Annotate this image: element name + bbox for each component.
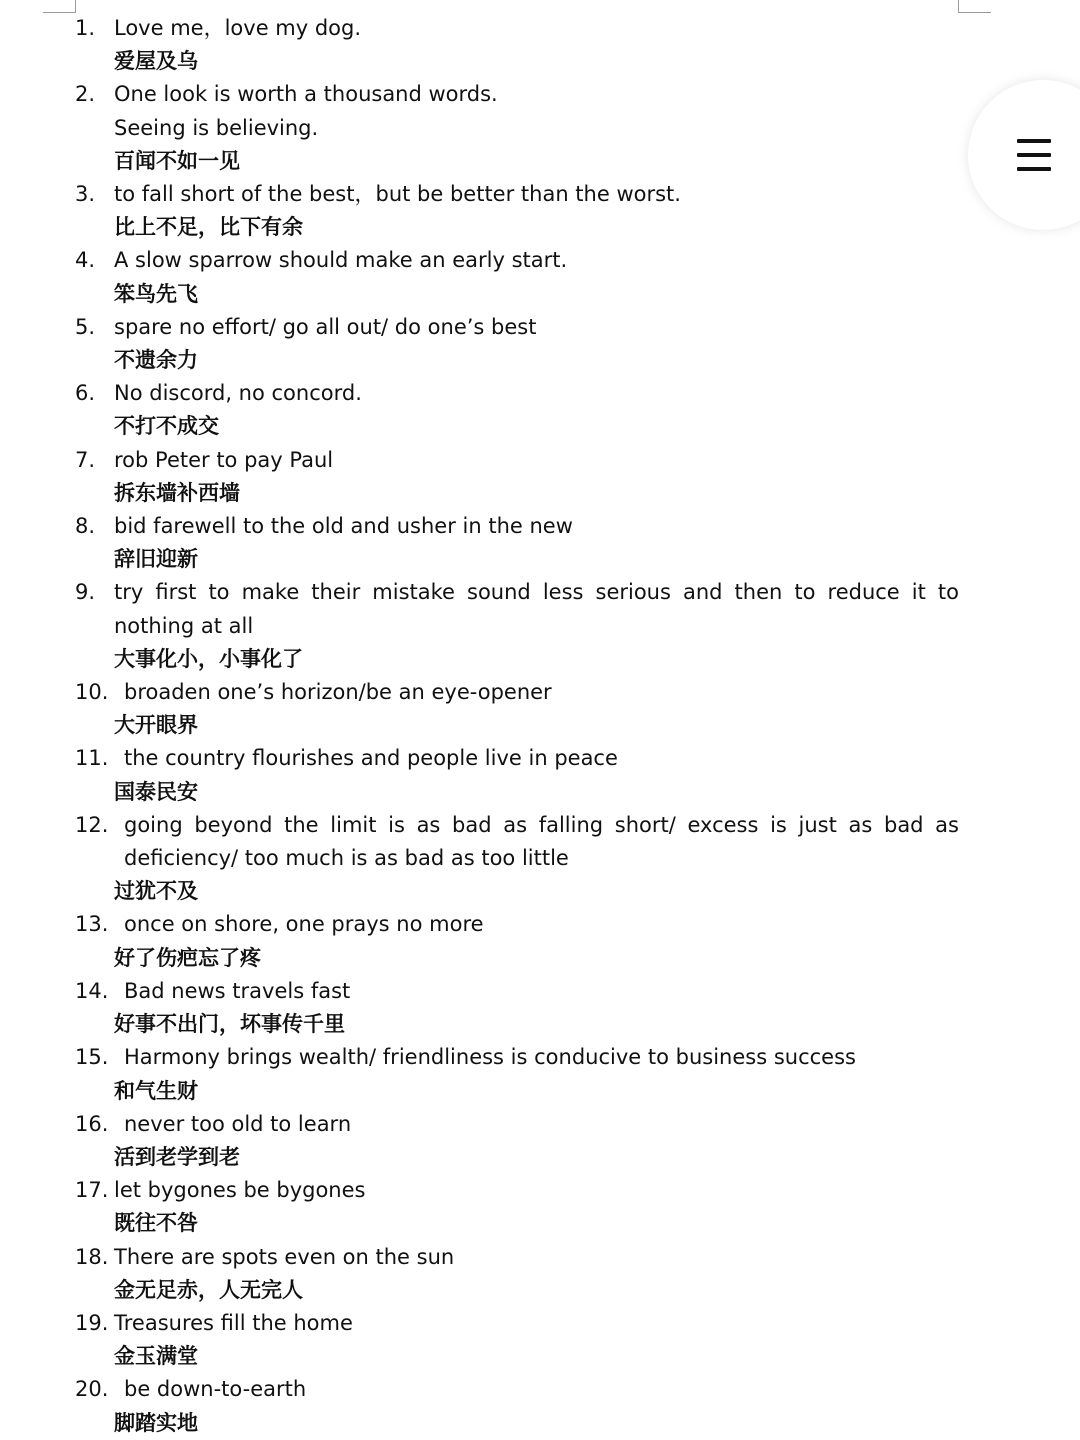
chinese-idiom: 爱屋及乌 (114, 49, 198, 74)
item-number: 19. (75, 1310, 109, 1335)
english-phrase: There are spots even on the sun (114, 1244, 455, 1269)
item-number: 17. (75, 1178, 109, 1203)
chinese-idiom: 好事不出门，坏事传千里 (114, 1012, 345, 1037)
item-number: 8. (75, 514, 96, 539)
english-phrase: once on shore, one prays no more (124, 912, 484, 937)
item-number: 5. (75, 314, 96, 339)
english-phrase: let bygones be bygones (114, 1178, 366, 1203)
item-number: 3. (75, 182, 96, 207)
item-number: 14. (75, 978, 109, 1003)
idiom-item (75, 742, 959, 808)
chinese-idiom: 不打不成交 (114, 414, 219, 439)
idiom-item (75, 510, 959, 576)
item-number: 11. (75, 746, 109, 771)
chinese-idiom: 大开眼界 (114, 713, 198, 738)
chinese-idiom: 和气生财 (114, 1078, 198, 1103)
chinese-idiom: 金无足赤，人无完人 (114, 1277, 303, 1302)
english-phrase: One look is worth a thousand words. (114, 82, 498, 107)
item-number: 13. (75, 912, 109, 937)
idiom-item (75, 676, 959, 742)
idiom-item (75, 809, 959, 909)
hamburger-menu-icon[interactable] (1017, 139, 1051, 171)
english-phrase: Bad news travels fast (124, 978, 351, 1003)
page-corner-mark-left (43, 0, 76, 13)
chinese-idiom: 活到老学到老 (114, 1144, 240, 1169)
item-number: 16. (75, 1111, 109, 1136)
english-phrase: Harmony brings wealth/ friendliness is conducive to business success (124, 1045, 856, 1070)
english-phrase: be down-to-earth (124, 1377, 307, 1402)
idiom-item (75, 444, 959, 510)
item-number: 2. (75, 82, 96, 107)
chinese-idiom: 百闻不如一见 (114, 148, 240, 173)
chinese-idiom: 比上不足，比下有余 (114, 215, 303, 240)
english-phrase: Love me，love my dog. (114, 16, 362, 40)
english-phrase: No discord, no concord. (114, 381, 362, 406)
english-phrase: Treasures fill the home (114, 1310, 353, 1335)
idiom-item (75, 576, 959, 676)
english-phrase: going beyond the limit is as bad as falling short/ excess is just as bad as deficiency/ too much is as bad as too little (124, 812, 959, 871)
chinese-idiom: 大事化小，小事化了 (114, 646, 303, 671)
item-number: 6. (75, 381, 96, 406)
idiom-item (75, 244, 959, 310)
item-number: 9. (75, 580, 96, 605)
chinese-idiom: 拆东墙补西墙 (114, 480, 240, 505)
english-phrase: broaden one’s horizon/be an eye-opener (124, 680, 552, 705)
chinese-idiom: 既往不咎 (114, 1211, 198, 1236)
item-number: 4. (75, 248, 96, 273)
chinese-idiom: 脚踏实地 (114, 1410, 198, 1435)
chinese-idiom: 笨鸟先飞 (114, 281, 198, 306)
idiom-item (75, 975, 959, 1041)
english-phrase: try first to make their mistake sound less serious and then to reduce it to nothing at all (114, 580, 959, 638)
english-phrase: spare no effort/ go all out/ do one’s best (114, 314, 537, 339)
item-number: 20. (75, 1377, 109, 1402)
chinese-idiom: 辞旧迎新 (114, 547, 198, 572)
page-corner-mark-right (958, 0, 991, 13)
idiom-item (75, 1373, 959, 1439)
idiom-item (75, 1174, 959, 1240)
idiom-item (75, 311, 959, 377)
english-phrase: never too old to learn (124, 1111, 352, 1136)
idiom-item (75, 78, 959, 178)
idiom-item (75, 1041, 959, 1107)
english-phrase: bid farewell to the old and usher in the new (114, 514, 573, 539)
english-phrase: the country flourishes and people live in peace (124, 746, 618, 771)
chinese-idiom: 国泰民安 (114, 779, 198, 804)
item-number: 7. (75, 447, 96, 472)
idiom-item (75, 1241, 959, 1307)
chinese-idiom: 金玉满堂 (114, 1344, 198, 1369)
menu-button[interactable] (968, 80, 1080, 230)
idiom-item (75, 1108, 959, 1174)
english-phrase: rob Peter to pay Paul (114, 447, 334, 472)
idiom-item (75, 1307, 959, 1373)
item-number: 10. (75, 680, 109, 705)
english-phrase: Seeing is believing. (114, 115, 319, 140)
idiom-item (75, 178, 959, 244)
item-number: 12. (75, 812, 109, 837)
chinese-idiom: 不遗余力 (114, 348, 198, 373)
idiom-item (75, 377, 959, 443)
english-phrase: to fall short of the best，but be better than the worst. (114, 182, 681, 207)
item-number: 1. (75, 16, 96, 40)
item-number: 15. (75, 1045, 109, 1070)
chinese-idiom: 过犹不及 (114, 879, 198, 904)
english-phrase: A slow sparrow should make an early start. (114, 248, 568, 273)
chinese-idiom: 好了伤疤忘了疼 (114, 945, 261, 970)
item-number: 18. (75, 1244, 109, 1269)
idiom-item (75, 908, 959, 974)
idiom-list (75, 12, 959, 1440)
idiom-item (75, 12, 959, 78)
